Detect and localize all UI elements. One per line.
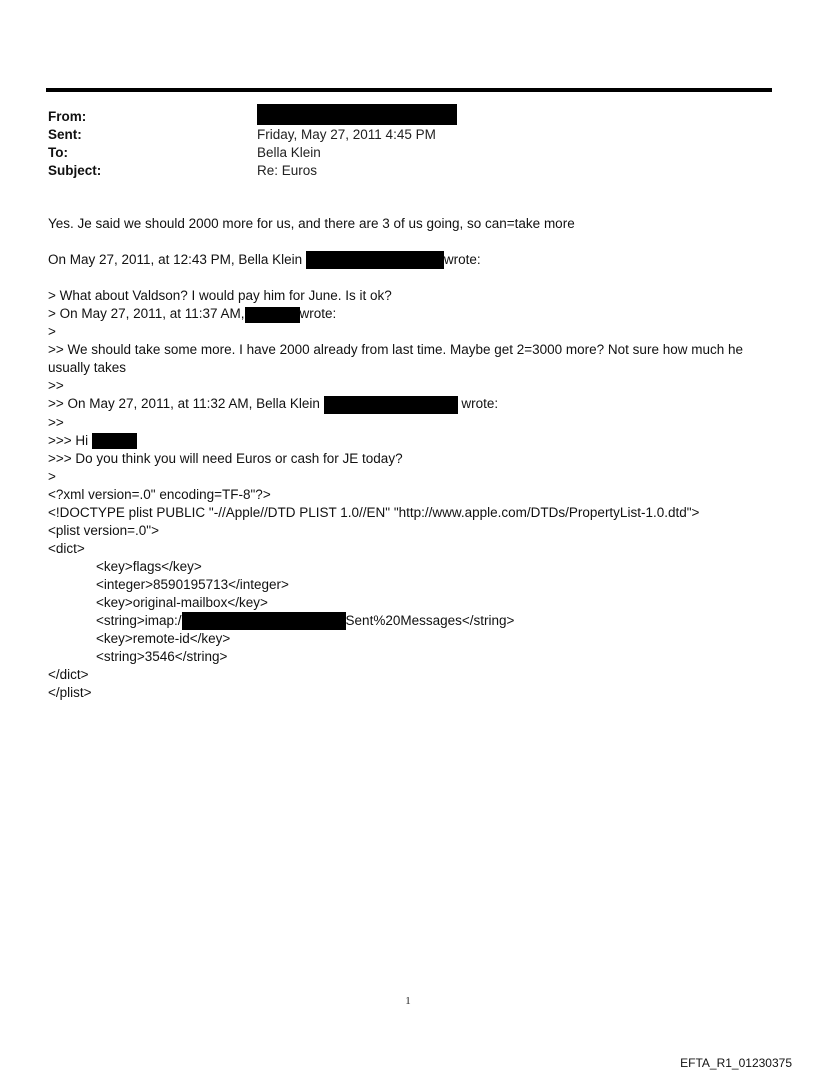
redaction-box	[257, 104, 457, 125]
xml-line: <!DOCTYPE plist PUBLIC "-//Apple//DTD PLIST 1.0//EN" "http://www.apple.com/DTDs/PropertyList-1.0.dtd">	[48, 504, 700, 520]
sent-value: Friday, May 27, 2011 4:45 PM	[257, 127, 436, 142]
quote-header-1	[48, 251, 768, 269]
quoted-line: >	[48, 468, 56, 484]
quoted-line	[48, 395, 768, 413]
sent-row	[48, 126, 768, 144]
email-header	[48, 108, 768, 180]
xml-line: <dict>	[48, 540, 85, 556]
xml-line: </plist>	[48, 685, 92, 701]
page-number: 1	[405, 995, 411, 1007]
xml-line: <string>3546</string>	[96, 649, 228, 665]
spacer	[48, 233, 768, 251]
redaction-box	[324, 396, 458, 414]
xml-line: <plist version=.0">	[48, 522, 159, 538]
reply-text: Yes. Je said we should 2000 more for us, and there are 3 of us going, so can=take more	[48, 216, 575, 231]
to-value: Bella Klein	[257, 145, 321, 160]
quoted-line-wrote: wrote:	[457, 396, 499, 412]
redaction-box	[92, 433, 137, 449]
subject-row	[48, 162, 768, 180]
quoted-line: >> We should take some more. I have 2000 already from last time. Maybe get 2=3000 more? Not sure how much he usually takes	[48, 342, 747, 376]
to-row	[48, 144, 768, 162]
spacer	[48, 269, 768, 287]
quoted-line: >>	[48, 414, 64, 430]
quoted-line: >	[48, 324, 56, 340]
from-row	[48, 108, 768, 126]
xml-line	[48, 612, 768, 630]
document-id: EFTA_R1_01230375	[680, 1056, 792, 1070]
to-label: To:	[48, 145, 68, 160]
from-value	[257, 108, 457, 126]
email-body	[48, 215, 768, 702]
xml-line: <key>original-mailbox</key>	[96, 594, 268, 610]
xml-line-text: <string>imap:/	[96, 612, 182, 628]
quoted-line-text: > On May 27, 2011, at 11:37 AM,	[48, 306, 245, 322]
subject-value: Re: Euros	[257, 163, 318, 178]
quoted-line	[48, 432, 768, 450]
quote-header-1-text: On May 27, 2011, at 12:43 PM, Bella Klein	[48, 252, 306, 267]
subject-label: Subject:	[48, 163, 102, 178]
quoted-line: >>> Do you think you will need Euros or cash for JE today?	[48, 450, 403, 466]
redaction-box	[182, 612, 346, 630]
xml-line: </dict>	[48, 667, 89, 683]
quoted-line: > What about Valdson? I would pay him for June. Is it ok?	[48, 288, 392, 304]
header-rule	[46, 88, 772, 92]
quoted-line	[48, 305, 768, 323]
redaction-box	[306, 251, 444, 269]
redaction-box	[245, 307, 300, 323]
xml-line-text: Sent%20Messages</string>	[345, 612, 515, 628]
xml-line: <key>remote-id</key>	[96, 631, 231, 647]
quoted-line-text: >>> Hi	[48, 432, 92, 448]
quote-header-1-wrote: wrote:	[443, 252, 481, 267]
quoted-line-wrote: wrote:	[299, 306, 337, 322]
xml-line: <?xml version=.0" encoding=TF-8"?>	[48, 486, 271, 502]
xml-line: <key>flags</key>	[96, 558, 202, 574]
quoted-line: >>	[48, 378, 64, 394]
xml-line: <integer>8590195713</integer>	[96, 576, 289, 592]
sent-label: Sent:	[48, 127, 82, 142]
quoted-line-text: >> On May 27, 2011, at 11:32 AM, Bella Klein	[48, 396, 324, 412]
from-label: From:	[48, 109, 87, 124]
